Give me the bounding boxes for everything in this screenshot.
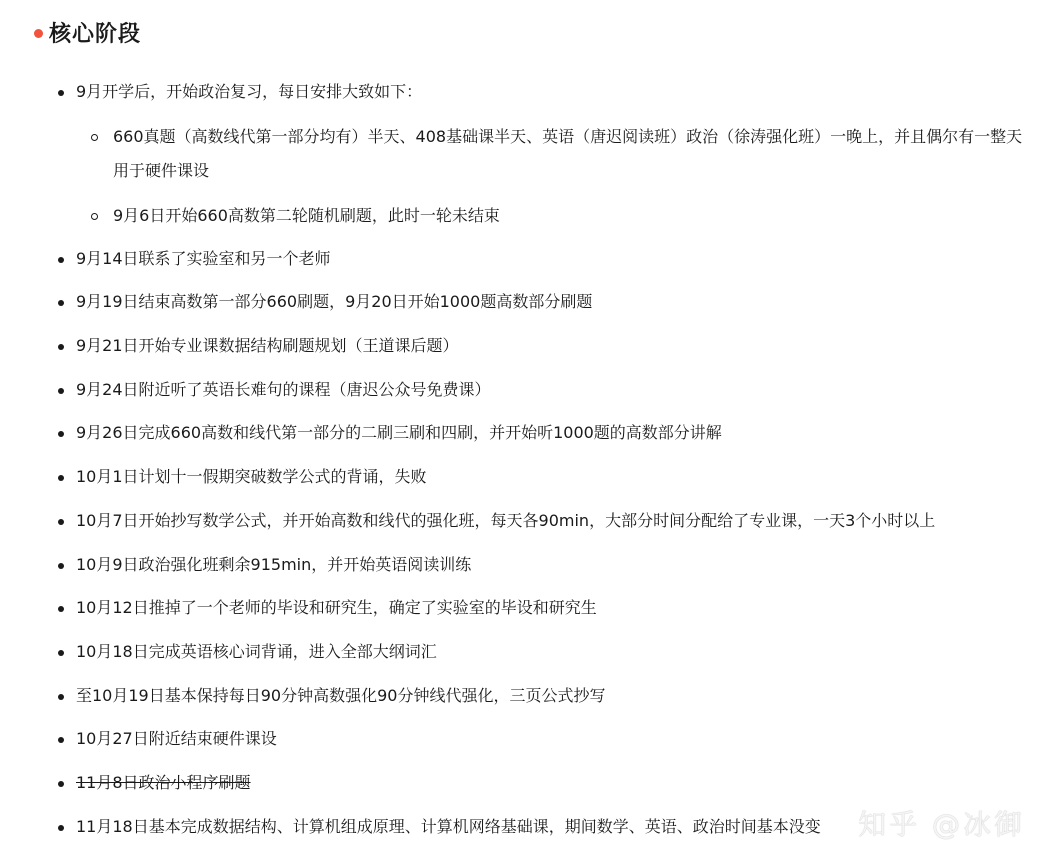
bullet-icon [58,606,64,612]
bullet-icon [58,737,64,743]
bullet-icon [58,650,64,656]
bullet-icon [58,431,64,437]
list-item-text: 至10月19日基本保持每日90分钟高数强化90分钟线代强化，三页公式抄写 [76,686,606,705]
list-item-text: 9月26日完成660高数和线代第一部分的二刷三刷和四刷，并开始听1000题的高数部分讲解 [76,423,722,442]
list-item-text: 9月21日开始专业课数据结构刷题规划（王道课后题） [76,336,459,355]
list-item-text: 9月14日联系了实验室和另一个老师 [76,249,331,268]
list-item-text: 10月1日计划十一假期突破数学公式的背诵，失败 [76,467,427,486]
bullet-icon [58,300,64,306]
bullet-icon [58,388,64,394]
watermark: 知乎 @冰御 [858,808,1025,841]
list-item-text: 10月12日推掉了一个老师的毕设和研究生，确定了实验室的毕设和研究生 [76,598,597,617]
list-item-text: 10月9日政治强化班剩余915min，并开始英语阅读训练 [76,555,472,574]
hollow-bullet-icon [91,213,98,220]
bullet-icon [58,90,64,96]
sub-list-item-text: 9月6日开始660高数第二轮随机刷题，此时一轮未结束 [113,206,500,225]
list-item-text: 10月27日附近结束硬件课设 [76,729,277,748]
section-heading [34,12,141,52]
hollow-bullet-icon [91,134,98,141]
bullet-icon [58,475,64,481]
bullet-icon [58,694,64,700]
bullet-icon [58,519,64,525]
bullet-icon [58,563,64,569]
section-title: 核心阶段 [49,21,142,47]
bullet-icon [58,781,64,787]
bullet-icon [58,344,64,350]
list-item-text: 10月18日完成英语核心词背诵，进入全部大纲词汇 [76,642,437,661]
list-item-text: 9月24日附近听了英语长难句的课程（唐迟公众号免费课） [76,380,491,399]
bullet-icon [58,825,64,831]
list-item-text-struck: 11月8日政治小程序刷题 [76,773,251,792]
bullet-icon [58,257,64,263]
list-item-text: 9月19日结束高数第一部分660刷题，9月20日开始1000题高数部分刷题 [76,292,593,311]
list-item-text: 11月18日基本完成数据结构、计算机组成原理、计算机网络基础课，期间数学、英语、政治时间基本没变 [76,817,821,836]
list-item-text: 9月开学后，开始政治复习，每日安排大致如下： [76,82,423,101]
heading-dot-icon [34,29,43,38]
sub-list-item-text: 660真题（高数线代第一部分均有）半天、408基础课半天、英语（唐迟阅读班）政治（徐涛强化班）一晚上，并且偶尔有一整天用于硬件课设 [113,127,1023,180]
list-item-text: 10月7日开始抄写数学公式，并开始高数和线代的强化班，每天各90min，大部分时间分配给了专业课，一天3个小时以上 [76,511,936,530]
